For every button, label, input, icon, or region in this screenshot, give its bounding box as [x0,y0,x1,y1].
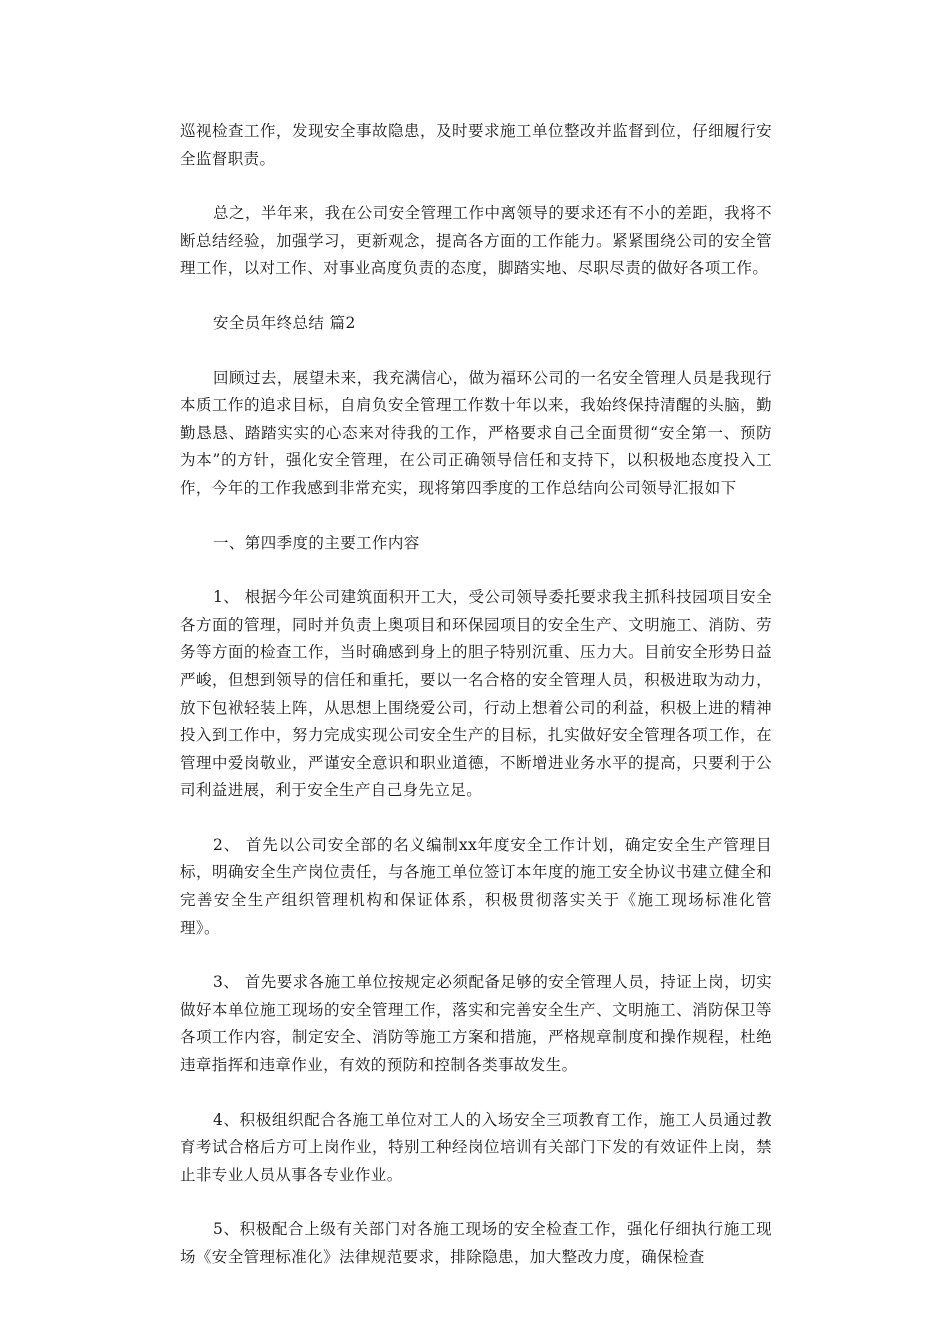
paragraph-item-2: 2、 首先以公司安全部的名义编制xx年度安全工作计划，确定安全生产管理目标，明确安全生产岗位责任，与各施工单位签订本年度的施工安全协议书建立健全和完善安全生产组织管理机构和保证体系，积极贯彻落实关于《施工现场标准化管理》。 [180,835,772,937]
document-body [180,118,772,1272]
section-heading-q4-work: 一、第四季度的主要工作内容 [213,533,420,552]
section-title-part-2: 安全员年终总结 篇2 [213,313,356,332]
paragraph-item-1: 1、 根据今年公司建筑面积开工大，受公司领导委托要求我主抓科技园项目安全各方面的管理，同时并负责上奥项目和环保园项目的安全生产、文明施工、消防、劳务等方面的检查工作，当时确感到身上的胆子特别沉重、压力大。目前安全形势日益严峻，但想到领导的信任和重托，要以一名合格的安全管理人员，积极进取为动力，放下包袱轻装上阵，从思想上围绕爱公司，行动上想着公司的利益，积极上进的精神投入到工作中，努力完成实现公司安全生产的目标，扎实做好安全管理各项工作，在管理中爱岗敬业，严谨安全意识和职业道德，不断增进业务水平的提高，只要利于公司利益进展，利于安全生产自己身先立足。 [180,588,772,800]
paragraph-half-year-summary: 总之，半年来，我在公司安全管理工作中离领导的要求还有不小的差距，我将不断总结经验，加强学习，更新观念，提高各方面的工作能力。紧紧围绕公司的安全管理工作，以对工作、对事业高度负责的态度，脚踏实地、尽职尽责的做好各项工作。 [180,204,772,278]
paragraph-item-5: 5、积极配合上级有关部门对各施工现场的安全检查工作，强化仔细执行施工现场《安全管理标准化》法律规范要求，排除隐患，加大整改力度，确保检查 [180,1220,772,1266]
paragraph-review-past: 回顾过去，展望未来，我充满信心，做为福环公司的一名安全管理人员是我现行本质工作的追求目标，自肩负安全管理工作数十年以来，我始终保持清醒的头脑，勤勤恳恳、踏踏实实的心态来对待我的工作，严格要求自己全面贯彻“安全第一、预防为本”的方针，强化安全管理，在公司正确领导信任和支持下，以积极地态度投入工作，今年的工作我感到非常充实，现将第四季度的工作总结向公司领导汇报如下 [180,368,772,497]
paragraph-inspection-continuation: 巡视检查工作，发现安全事故隐患，及时要求施工单位整改并监督到位，仔细履行安全监督职责。 [180,122,772,168]
paragraph-item-3: 3、 首先要求各施工单位按规定必须配备足够的安全管理人员，持证上岗，切实做好本单位施工现场的安全管理工作，落实和完善安全生产、文明施工、消防保卫等各项工作内容，制定安全、消防等施工方案和措施，严格规章制度和操作规程，杜绝违章指挥和违章作业，有效的预防和控制各类事故发生。 [180,973,772,1075]
paragraph-item-4: 4、积极组织配合各施工单位对工人的入场安全三项教育工作，施工人员通过教育考试合格后方可上岗作业，特别工种经岗位培训有关部门下发的有效证件上岗，禁止非专业人员从事各专业作业。 [180,1110,772,1184]
